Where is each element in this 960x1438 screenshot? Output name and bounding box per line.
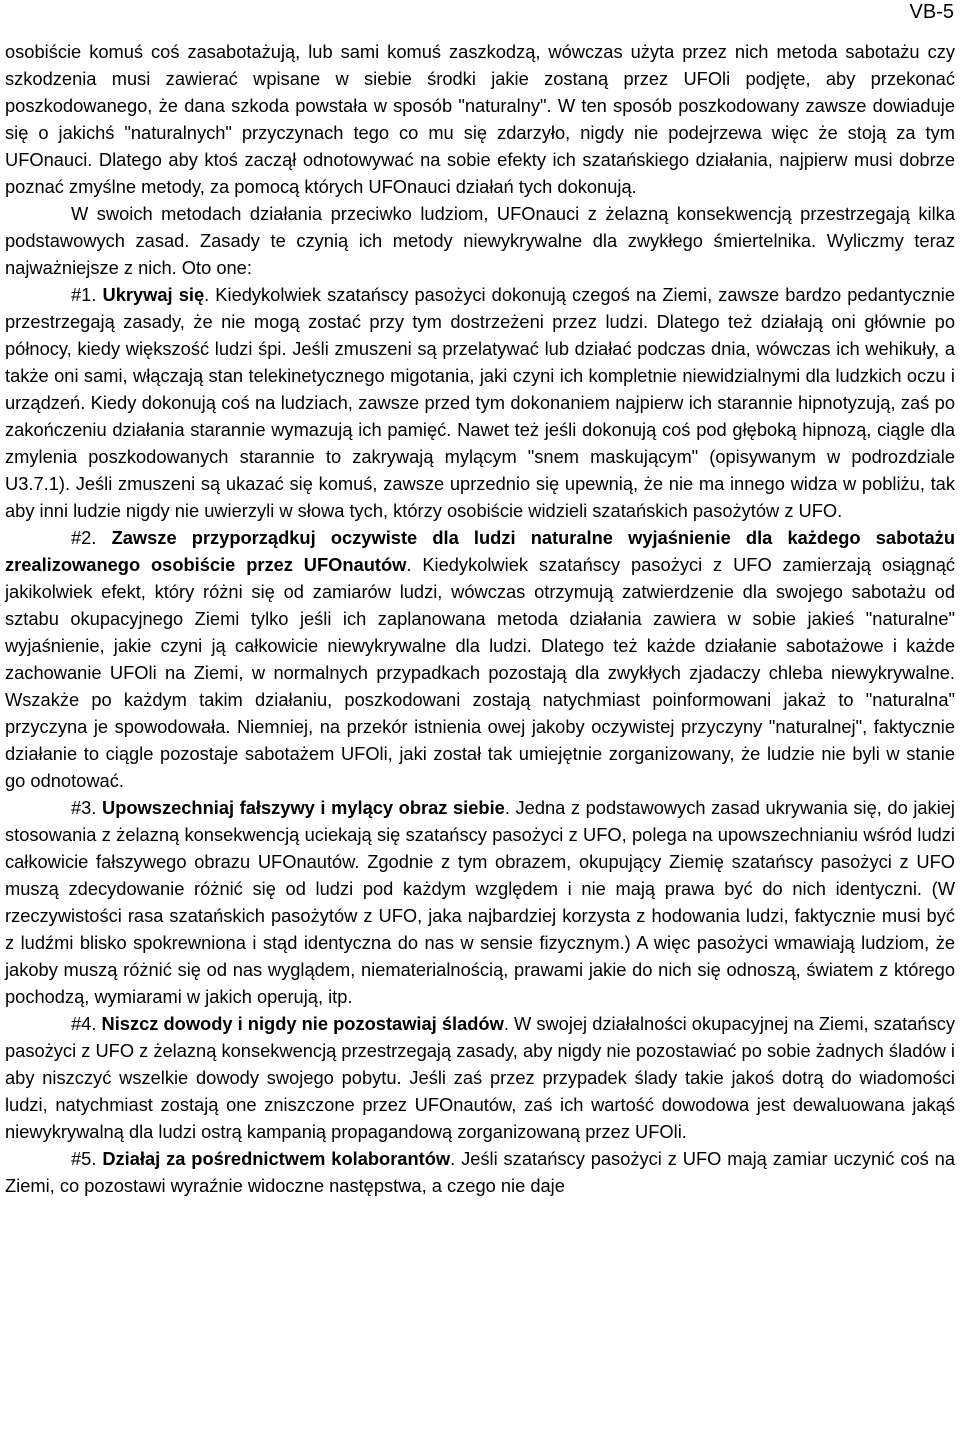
rule-2-number: #2. [71,527,97,548]
rule-5-body: . Jeśli szatańscy pasożyci z UFO mają zamiar uczynić coś na Ziemi, co pozostawi wyraźnie widoczne następstwa, a czego nie daje [5,1148,955,1196]
rule-4-body: . W swojej działalności okupacyjnej na Ziemi, szatańscy pasożyci z UFO z żelazną konsekwencją przestrzegają zasady, aby nigdy nie pozostawiać po sobie żadnych śladów i aby niszczyć wszelkie dowody swojego pobytu. Jeśli zaś przez przypadek ślady takie jakoś dotrą do wiadomości ludzi, natychmiast zostają one zniszczone przez UFOnautów, zaś ich wartość dowodowa jest dewaluowana jakąś niewykrywalną dla ludzi ostrą kampanią propagandową zorganizowaną przez UFOli. [5,1013,955,1142]
rule-2-title: Zawsze przyporządkuj oczywiste dla ludzi naturalne wyjaśnienie dla każdego sabotażu zrealizowanego osobiście przez UFOnautów [5,527,955,575]
paragraph-intro: osobiście komuś coś zasabotażują, lub sami komuś zaszkodzą, wówczas użyta przez nich metoda sabotażu czy szkodzenia musi zawierać wpisane w siebie środki jakie zostaną przez UFOli podjęte, aby przekonać poszkodowanego, że dana szkoda powstała w sposób "naturalny". W ten sposób poszkodowany zawsze dowiaduje się o jakichś "naturalnych" przyczynach tego co mu się zdarzyło, nigdy nie podejrzewa więc że stoją za tym UFOnauci. Dlatego aby ktoś zaczął odnotowywać na sobie efekty ich szatańskiego działania, najpierw musi dobrze poznać zmyślne metody, za pomocą których UFOnauci działań tych dokonują. [5,41,955,197]
rule-1-title: Ukrywaj się [102,284,205,305]
rule-2 [5,524,955,794]
rule-3-body: . Jedna z podstawowych zasad ukrywania się, do jakiej stosowania z żelazną konsekwencją uciekają się szatańscy pasożyci z UFO, polega na upowszechnianiu wśród ludzi całkowicie fałszywego obrazu UFOnautów. Zgodnie z tym obrazem, okupujący Ziemię szatańscy pasożyci z UFO muszą zdecydowanie różnić się od ludzi pod każdym względem i nie mają prawa być do nich identyczni. (W rzeczywistości rasa szatańskich pasożytów z UFO, jaka najbardziej korzysta z hodowania ludzi, faktycznie musi być z ludźmi blisko spokrewniona i stąd identyczna do nas w sensie fizycznym.) A więc pasożyci wmawiają ludziom, że jakoby muszą różnić się od nas wyglądem, niematerialnością, prawami jakie do nich się odnoszą, światem z którego pochodzą, wymiarami w jakich operują, itp. [5,797,955,1007]
rule-5-title: Działaj za pośrednictwem kolaborantów [102,1148,451,1169]
rule-4-title: Niszcz dowody i nigdy nie pozostawiaj śladów [101,1013,504,1034]
document-body [5,38,955,1199]
rule-4-number: #4. [71,1013,97,1034]
page-number-header: VB-5 [909,1,954,23]
rule-3-number: #3. [71,797,97,818]
rule-1 [5,281,955,524]
rule-3-title: Upowszechniaj fałszywy i mylący obraz siebie [102,797,505,818]
rule-1-number: #1. [71,284,97,305]
rule-3 [5,794,955,1010]
rule-2-body: . Kiedykolwiek szatańscy pasożyci z UFO zamierzają osiągnąć jakikolwiek efekt, który różni się od zamiarów ludzi, wówczas otrzymują zatwierdzenie dla swojego sabotażu od sztabu okupacyjnego Ziemi tylko jeśli ich zaplanowana metoda działania zawiera w sobie jakieś "naturalne" wyjaśnienie, jakie czyni ją całkowicie niewykrywalne dla ludzi. Dlatego też każde działanie sabotażowe i każde zachowanie UFOli na Ziemi, w normalnych przypadkach pozostają dla zwykłych zjadaczy chleba niewykrywalne. Wszakże po każdym takim działaniu, poszkodowani zostają natychmiast poinformowani jakaż to "naturalna" przyczyna je spowodowała. Niemniej, na przekór istnienia owej jakoby oczywistej przyczyny "naturalnej", faktycznie działanie to ciągle pozostaje sabotażem UFOli, jaki został tak umiejętnie zorganizowany, że ludzie nie byli w stanie go odnotować. [5,554,955,791]
rule-5-number: #5. [71,1148,97,1169]
paragraph-principles-intro: W swoich metodach działania przeciwko ludziom, UFOnauci z żelazną konsekwencją przestrzegają kilka podstawowych zasad. Zasady te czynią ich metody niewykrywalne dla zwykłego śmiertelnika. Wyliczmy teraz najważniejsze z nich. Oto one: [5,203,955,278]
rule-1-body: . Kiedykolwiek szatańscy pasożyci dokonują czegoś na Ziemi, zawsze bardzo pedantycznie przestrzegają zasady, że nie mogą zostać przy tym dostrzeżeni przez ludzi. Dlatego też działają oni głównie po północy, kiedy większość ludzi śpi. Jeśli zmuszeni są przelatywać lub działać podczas dnia, wówczas ich wehikuły, a także oni sami, włączają stan telekinetycznego migotania, jaki czyni ich kompletnie niewidzialnymi dla ludzkich oczu i urządzeń. Kiedy dokonują coś na ludziach, zawsze przed tym dokonaniem najpierw ich starannie hipnotyzują, zaś po zakończeniu działania starannie wymazują ich pamięć. Nawet też jeśli dokonują coś pod głęboką hipnozą, ciągle dla zmylenia poszkodowanych starannie to zakrywają mylącym "snem maskującym" (opisywanym w podrozdziale U3.7.1). Jeśli zmuszeni są ukazać się komuś, zawsze uprzednio się upewnią, że nie ma innego widza w pobliżu, tak aby inni ludzie nigdy nie uwierzyli w słowa tych, którzy osobiście widzieli szatańskich pasożytów z UFO. [5,284,955,521]
rule-4 [5,1010,955,1145]
rule-5 [5,1145,955,1199]
